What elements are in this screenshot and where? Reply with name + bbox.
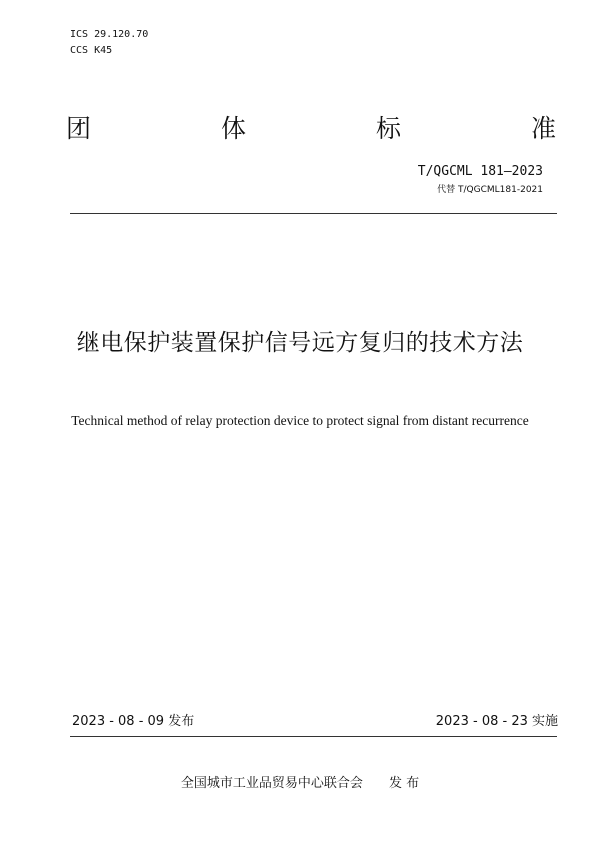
group-standard-char: 团	[66, 114, 92, 143]
ccs-code: CCS K45	[70, 45, 113, 56]
publisher-line	[0, 775, 600, 793]
implementation-date: 2023 - 08 - 23 实施	[435, 714, 558, 729]
group-standard-char: 体	[220, 114, 246, 143]
title-chinese: 继电保护装置保护信号远方复归的技术方法	[76, 330, 524, 356]
ics-code: ICS 29.120.70	[70, 29, 149, 40]
group-standard-char: 标	[375, 114, 401, 143]
title-english: Technical method of relay protection device to protect signal from distant recurrence	[71, 413, 529, 428]
group-standard-heading	[66, 113, 556, 145]
replaces-standard: 代替 T/QGCML181-2021	[437, 185, 543, 195]
publish-action: 发 布	[388, 776, 420, 791]
publisher-name: 全国城市工业品贸易中心联合会	[180, 776, 363, 791]
group-standard-char: 准	[530, 114, 556, 143]
top-divider	[70, 213, 557, 214]
issue-date: 2023 - 08 - 09 发布	[72, 714, 195, 729]
bottom-divider	[70, 736, 557, 737]
standard-number: T/QGCML 181—2023	[417, 164, 543, 179]
